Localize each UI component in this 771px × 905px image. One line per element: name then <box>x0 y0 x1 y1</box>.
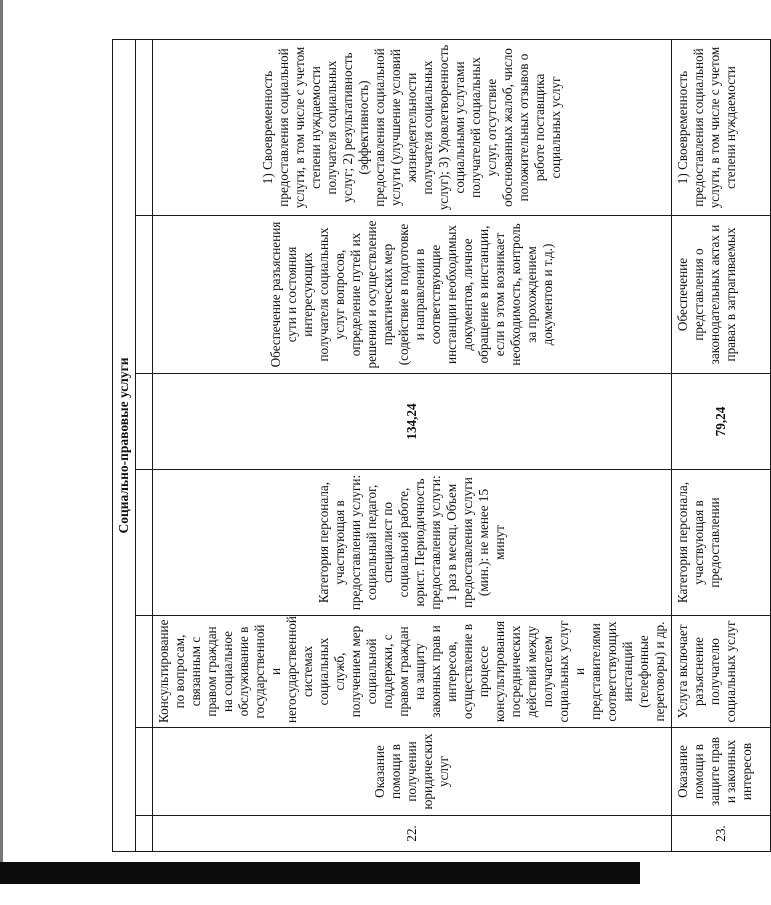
service-name: Оказание помощи в получении юридических услуг <box>153 728 672 816</box>
service-staff-and-frequency: Категория персонала, участвующая в предоставлении <box>672 470 771 616</box>
spacer-row <box>136 39 153 851</box>
service-tariff: 79,24 <box>672 374 771 470</box>
section-header-row <box>113 39 136 851</box>
service-name: Оказание помощи в защите прав и законных интересов <box>672 728 771 816</box>
service-staff-and-frequency: Категория персонала, участвующая в предоставлении услуги: социальный педагог, специалист по социальной работе, юрист. Периодичность предоставления услуги: 1 раз в месяц. Объем предоставления услуги (мин.): не менее 15 минут <box>153 470 672 616</box>
scan-bottom-edge <box>0 862 640 884</box>
table-row <box>672 39 771 851</box>
spacer-cell <box>136 728 153 816</box>
scan-edge-shadow <box>0 0 3 862</box>
service-quality-indicators: 1) Своевременность предоставления социальной услуги, в том числе с учетом степени нуждаемости получателя социальных услуг; 2) результативность (эффективность) предоставления социальной услуги (улучшение условий жизнедеятельности получателя социальных услуг); 3) Удовлетворенность социальными услугами получателей социальных услуг, отсутствие обоснованных жалоб, число положительных отзывов о работе поставщика социальных услуг <box>153 39 672 215</box>
service-conditions: Обеспечение представления о законодательных актах и правах в затрагиваемых <box>672 216 771 374</box>
service-tariff: 134,24 <box>153 374 672 470</box>
service-description: Услуга включает разъяснение получателю социальных услуг <box>672 616 771 728</box>
service-description: Консультирование по вопросам, связанным с правом граждан на социальное обслуживание в государственной и негосударственной системах социальных служб, получением мер социальной поддержки, с правом граждан на защиту законных прав и интересов, осуществление в процессе консультирования посреднических действий между получателем социальных услуг и представителями соответствующих инстанций (телефонные переговоры) и др. <box>153 616 672 728</box>
service-conditions: Обеспечение разъяснения сути и состояния интересующих получателя социальных услуг вопросов, определение путей их решения и осуществление практических мер (содействие в подготовке и направлении в соответствующие инстанции необходимых документов, личное обращение в инстанции, если в этом возникает необходимость, контроль за прохождением документов и т.д.) <box>153 216 672 374</box>
table-row <box>153 39 672 851</box>
spacer-cell <box>136 39 153 215</box>
rotated-page-content <box>112 40 754 852</box>
row-number: 22. <box>153 816 672 852</box>
spacer-cell <box>136 470 153 616</box>
spacer-cell <box>136 374 153 470</box>
spacer-cell <box>136 616 153 728</box>
spacer-cell <box>136 816 153 852</box>
spacer-cell <box>136 216 153 374</box>
service-quality-indicators: 1) Своевременность предоставления социальной услуги, в том числе с учетом степени нуждаемости <box>672 39 771 215</box>
row-number: 23. <box>672 816 771 852</box>
section-title: Социально-правовые услуги <box>113 39 136 851</box>
services-table <box>112 39 771 852</box>
